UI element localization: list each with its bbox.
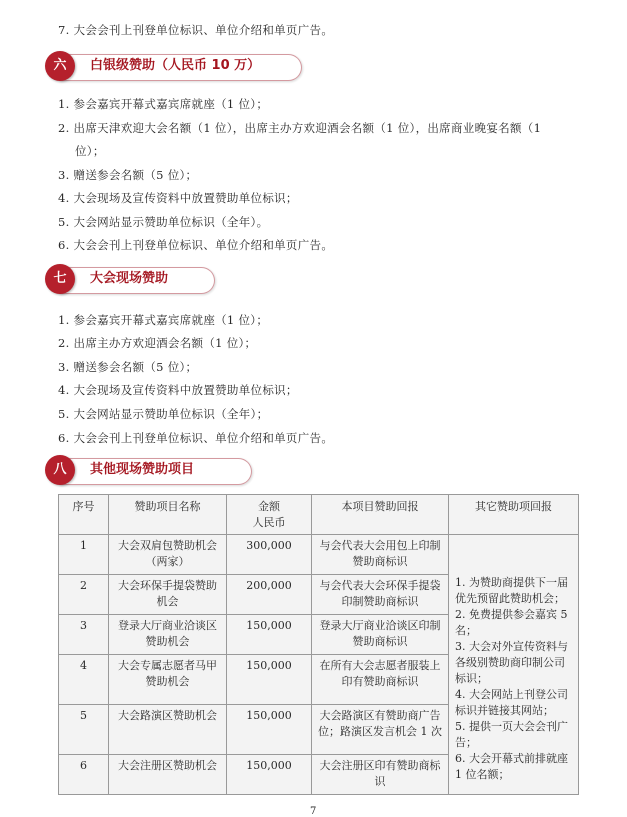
header-amount: 金额 人民币 (227, 495, 312, 535)
cell-other-return: 1. 为赞助商提供下一届优先预留此赞助机会； 2. 免费提供参会嘉宾 5 名； 3. 大会对外宣传资料与各级别赞助商印制公司标识； 4. 大会网站上刊登公司标识并链接其网站； 5. 提供一页大会会刊广告； 6. 大会开幕式前排就座 1 位名额； (449, 535, 579, 795)
cell-name: 大会专属志愿者马甲赞助机会 (109, 655, 227, 705)
cell-amount: 150,000 (227, 755, 312, 795)
table-row (59, 535, 579, 575)
list-item: 1. 参会嘉宾开幕式嘉宾席就座（1 位）； (58, 313, 269, 327)
cell-return: 大会路演区有赞助商广告位；路演区发言机会 1 次 (312, 705, 449, 755)
cell-name: 大会路演区赞助机会 (109, 705, 227, 755)
cell-amount: 200,000 (227, 575, 312, 615)
list-item: 4. 大会现场及宣传资料中放置赞助单位标识； (58, 383, 298, 397)
cell-return: 在所有大会志愿者服装上印有赞助商标识 (312, 655, 449, 705)
cell-return: 大会注册区印有赞助商标识 (312, 755, 449, 795)
cell-no: 1 (59, 535, 109, 575)
list-item: 6. 大会会刊上刊登单位标识、单位介绍和单页广告。 (58, 238, 334, 252)
text-line: 7. 大会会刊上刊登单位标识、单位介绍和单页广告。 (58, 23, 334, 37)
list-item: 2. 出席天津欢迎大会名额（1 位），出席主办方欢迎酒会名额（1 位），出席商业晚宴名额（1 (58, 121, 542, 135)
list-item-continuation: 位）； (75, 144, 105, 158)
cell-amount: 150,000 (227, 615, 312, 655)
section-title: 白银级赞助（人民币 10 万） (90, 58, 261, 73)
header-no: 序号 (59, 495, 109, 535)
list-item: 5. 大会网站显示赞助单位标识（全年）。 (58, 215, 269, 229)
list-item: 1. 参会嘉宾开幕式嘉宾席就座（1 位）； (58, 97, 269, 111)
cell-no: 2 (59, 575, 109, 615)
list-item: 3. 赠送参会名额（5 位）； (58, 360, 198, 374)
cell-amount: 150,000 (227, 655, 312, 705)
list-item: 2. 出席主办方欢迎酒会名额（1 位）； (58, 336, 257, 350)
list-item: 4. 大会现场及宣传资料中放置赞助单位标识； (58, 191, 298, 205)
header-other-return: 其它赞助项回报 (449, 495, 579, 535)
cell-return: 与会代表大会环保手提袋印制赞助商标识 (312, 575, 449, 615)
section-title: 大会现场赞助 (90, 271, 169, 286)
list-item: 3. 赠送参会名额（5 位）； (58, 168, 198, 182)
page-number: 7 (310, 806, 317, 817)
cell-return: 登录大厅商业洽谈区印制赞助商标识 (312, 615, 449, 655)
section-number-badge: 八 (45, 455, 75, 485)
cell-no: 6 (59, 755, 109, 795)
cell-no: 5 (59, 705, 109, 755)
cell-return: 与会代表大会用包上印制赞助商标识 (312, 535, 449, 575)
cell-name: 大会环保手提袋赞助机会 (109, 575, 227, 615)
table-header-row (59, 495, 579, 535)
cell-no: 3 (59, 615, 109, 655)
cell-name: 大会双肩包赞助机会（两家） (109, 535, 227, 575)
sponsorship-table (58, 494, 579, 795)
list-item: 5. 大会网站显示赞助单位标识（全年）； (58, 407, 269, 421)
cell-amount: 300,000 (227, 535, 312, 575)
cell-no: 4 (59, 655, 109, 705)
section-number-badge: 六 (45, 51, 75, 81)
cell-name: 大会注册区赞助机会 (109, 755, 227, 795)
header-name: 赞助项目名称 (109, 495, 227, 535)
list-item: 6. 大会会刊上刊登单位标识、单位介绍和单页广告。 (58, 431, 334, 445)
section-title: 其他现场赞助项目 (90, 462, 195, 477)
section-number-badge: 七 (45, 264, 75, 294)
cell-name: 登录大厅商业洽谈区赞助机会 (109, 615, 227, 655)
header-return: 本项目赞助回报 (312, 495, 449, 535)
cell-amount: 150,000 (227, 705, 312, 755)
